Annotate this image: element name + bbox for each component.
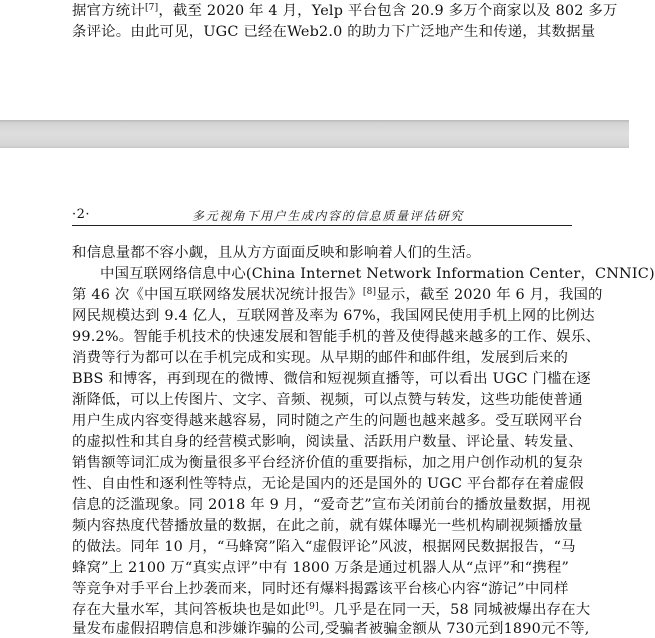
text-line: 据官方统计[7]，截至 2020 年 4 月，Yelp 平台包含 20.9 多万个商家以及 802 多万 [72, 3, 618, 19]
text-line: 销售额等词汇成为衡量很多平台经济价值的重要指标，加之用户创作动机的复杂 [72, 455, 583, 471]
previous-page [0, 0, 629, 120]
text-line: 的做法。同年 10 月，“马蜂窝”陷入“虚假评论”风波，根据网民数据报告，“马 [72, 539, 576, 555]
text-line: BBS 和博客，再到现在的微博、微信和短视频直播等，可以看出 UGC 门槛在逐 [72, 371, 591, 387]
text-line: 性、自由性和逐利性等特点，无论是国内的还是国外的 UGC 平台都存在着虚假 [72, 476, 584, 492]
text-line: 渐降低，可以上传图片、文字、音频、视频，可以点赞与转发，这些功能使普通 [72, 392, 583, 408]
text-line: 频内容热度代替播放量的数据，在此之前，就有媒体曝光一些机构刷视频播放量 [72, 518, 583, 534]
running-header [72, 205, 572, 226]
text-line: 等竞争对手平台上抄袭而来，同时还有爆料揭露该平台核心内容“游记”中同样 [72, 581, 569, 597]
text-line: 和信息量都不容小觑，且从方方面面反映和影响着人们的生活。 [72, 245, 481, 261]
text-line: 条评论。由此可见，UGC 已经在Web2.0 的助力下广泛地产生和传递，其数据量 [72, 24, 596, 40]
text-line: 第 46 次《中国互联网络发展状况统计报告》[8]显示，截至 2020 年 6 月，我国的 [72, 287, 603, 303]
text-line: 网民规模达到 9.4 亿人，互联网普及率为 67%，我国网民使用手机上网的比例达 [72, 308, 595, 324]
running-title: 多元视角下用户生成内容的信息质量评估研究 [192, 209, 465, 223]
text-line: 存在大量水军，其问答板块也是如此[9]。几乎是在同一天，58 同城被爆出存在大 [72, 602, 591, 618]
text-line: 用户生成内容变得越来越容易，同时随之产生的问题也越来越多。受互联网平台 [72, 413, 583, 429]
text-line: 消费等行为都可以在手机完成和实现。从早期的邮件和邮件组，发展到后来的 [72, 350, 569, 366]
citation-ref: [9] [305, 602, 319, 612]
paragraph-first-line: 中国互联网络信息中心(China Internet Network Information Center，CNNIC) [100, 266, 655, 282]
text-line: 蜂窝”上 2100 万“真实点评”中有 1800 万条是通过机器人从“点评”和“携程” [72, 560, 570, 576]
citation-ref: [7] [144, 3, 159, 13]
text-line: 信息的泛滥现象。同 2018 年 9 月，“爱奇艺”宣布关闭前台的播放量数据，用视 [72, 497, 591, 513]
page-separator [0, 120, 629, 148]
text-line: 99.2%。智能手机技术的快速发展和智能手机的普及使得越来越多的工作、娱乐、 [72, 329, 601, 345]
text-line: 量发布虚假招聘信息和涉嫌诈骗的公司,受骗者被骗金额从 730元到1890元不等, [72, 621, 590, 637]
text-line: 的虚拟性和其自身的经营模式影响，阅读量、活跃用户数量、评论量、转发量、 [72, 434, 583, 450]
citation-ref: [8] [362, 287, 377, 297]
page-number: ·2· [72, 207, 91, 222]
